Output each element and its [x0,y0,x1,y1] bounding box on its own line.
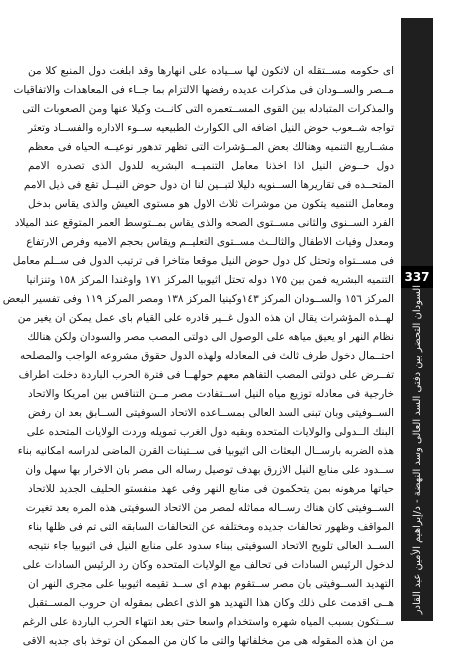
text-line: ومعامل التنميه يتكون من موشرات ثلاث الاول هو مستوى العيش والذى يقاس بدخل [28,198,394,210]
text-line: مــصر والســودان فى مذكرات عديده رفضها الالتزام بما جــاء فى المعاهدات والاتفاقيات [13,84,394,96]
text-line: التهديد الســوفيتى بان مصر ســتقوم بهدم اى ســد تقيمه اثيوبيا على مجرى النهر ان [28,578,394,590]
text-line: التنميه البشريه فمن بين ١٧٥ دوله تحتل اثيوبيا المركز ١٧١ واوغندا المركز ١٥٨ وتنزانيا [26,274,394,286]
text-line: من ان هذه المقوله هى من مخلفاتها والتى ما كان من الممكن ان توخذ باى جديه الاقى [22,635,394,647]
text-line: البنك الــدولى والولايات المتحده وبقيه دول الغرب تمويله وردت الولايات المتحده على [26,426,394,438]
text-line: لهــذه المؤشرات يقال ان هذه الدول غــير قادره على القيام باى عمل يمكن ان يغير من [17,312,394,324]
text-line: فى مســتواه وتحتل كل دول حوض النيل موقعا متاخرا فى ترتيب الدول فى ســلم معامل [12,255,394,267]
text-line: حياتها مرهونه بمن يتحكمون فى منابع النهر وفى عهد منفستو الحليف الجديد للاتحاد [28,483,394,495]
text-line: المواقف وظهور تحالفات جديده ومختلفه عن التحالفات السابقه التى تم فى ظلها بناء [28,521,394,533]
running-header [401,285,433,615]
text-line: والمذكرات المتبادله بين القوى المســتعمره التى كانــت وكيلا عنها ومن الصعوبات التى [22,103,394,115]
text-line: الســوفيتى وبان تبنى السد العالى بمســاعده الاتحاد السوفيتى الســابق بعد ان رفض [28,407,394,419]
text-line: الفرد الســنوى والثانى مســتوى الصحه والذى يقاس بمــتوسط العمر المتوقع عند الميلاد [14,217,394,229]
page-number: 337 [401,266,433,288]
text-line: لدخول الرئيس السادات فى تحالف مع الولايات المتحده وكان رد الرئيس السادات على [22,559,394,571]
text-line: دول حــوض النيل اذا اخذنا معامل التنميــه البشريه للدول الذى تصدره الامم [28,160,394,172]
text-line: ســتكون بسبب المياه شهره واستخدام واسعا حتى بعد انتهاء الحرب الباردة على الرغم [22,616,394,628]
text-line: تواجه شــعوب حوض النيل اضافه الى الكوارث الطبيعيه ســوء الاداره والفســاد وتعثر [28,122,394,134]
body-text [2,62,394,651]
running-header-text: السودان التحضر بين دفتى السد العالى وسد النهضة - د/إبراهيم الأمين عبد القادر [411,285,423,615]
text-line: المركز ١٥٦ والســودان المركز ١٤٣وكينيا المركز ١٣٨ ومصر المركز ١١٩ وفى تفسير البعض [2,293,394,305]
text-line: هذه الضربه بارســال البعثات الى اثيوبيا فى ســتينات القرن الماضى لدراسه امكانيه بناء [17,445,394,457]
text-line: تفــرض على دولتى المصب التفاهم معهم حولهــا فى فترة الحرب الباردة دخلت اطراف [18,369,394,381]
text-line: هــى اقدمت على ذلك وكان هذا التهديد هو الذى اعطى بمقوله ان حروب المســتقبل [28,597,394,609]
text-line: خارجية فى معادله توزيع مياه النيل اســتفادت مصر مــن التنافس بين امريكا والاتحاد [28,388,394,400]
text-line: نظام النهر او يعيق مياهه على الوصول الى دولتى المصب مصر والسودان ولكن هنالك [27,331,394,343]
text-line: الســوفيتى كان هناك رســاله مماثله لمصر من الاتحاد السوفيتى هذه المره بعد تغيرت [25,502,394,514]
text-line: احتــمال دخول طرف ثالث فى المعادله ولهذه الدول حقوق مشروعه الواجب والمصلحه [19,350,394,362]
text-line: ومعدل وفيات الاطفال والثالــث مســتوى التعليــم ويقاس بحجم الاميه وفرص الارتفاع [26,236,394,248]
text-line: الســد العالى تلويح الاتحاد السوفيتى ببناء سدود على منابع النيل فى اثيوبيا جاء نتيجه [28,540,394,552]
text-line: المتحــده فى تقاريرها الســنويه دليلا لتبــين لنا ان دول حوض النيــل تقع فى ذيل الامم [23,179,394,191]
text-line: ســدود على منابع النيل الازرق بهدف توصيل رساله الى مصر بان الاخرار بها سهل وان [25,464,394,476]
text-line: اى حكومه مســتقله ان لاتكون لها ســياده على انهارها وقد ابلغت دول المنبع كلا من [28,65,394,77]
text-line: مشــاريع التنميه وهنالك بعض المــؤشرات التى تظهر تدهور نوعيــه الحياه فى معظم [28,141,394,153]
